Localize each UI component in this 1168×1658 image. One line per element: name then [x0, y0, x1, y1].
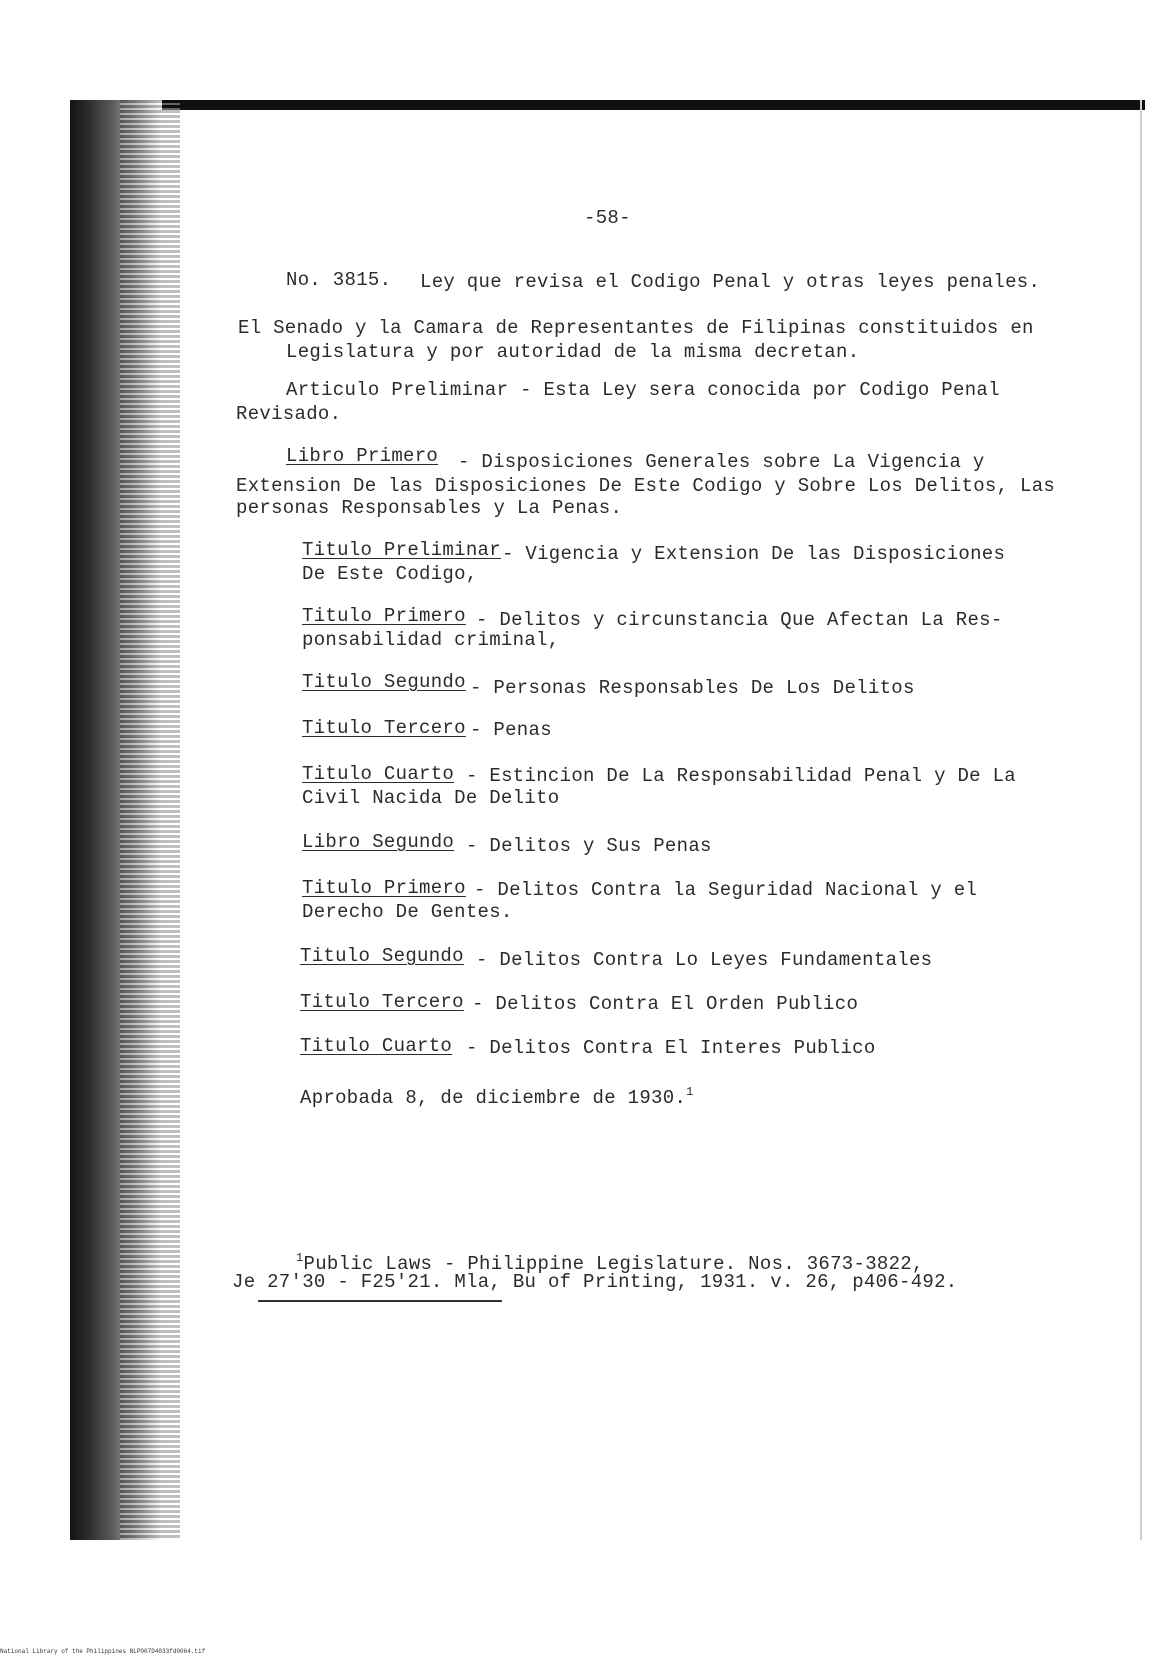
book-one-title-5-line-2: Civil Nacida De Delito [302, 787, 560, 809]
book-two-title-3-line-1: - Delitos Contra El Orden Publico [472, 993, 859, 1015]
scan-left-noise [120, 100, 180, 1540]
book-two-line-1: - Delitos y Sus Penas [466, 835, 712, 857]
footnote-line-1-text: Public Laws - Philippine Legislature. Nos. 3673-3822, [303, 1253, 924, 1275]
approval-line [300, 1080, 694, 1110]
scan-footer: National Library of the Philippines NLP007D4033fd0064.tif [0, 1648, 206, 1655]
book-one-title-3-line-1: - Personas Responsables De Los Delitos [470, 677, 915, 699]
book-one-title-1-line-2: De Este Codigo, [302, 563, 478, 585]
book-one-title-5-heading: Titulo Cuarto [302, 763, 455, 785]
page-number: -58- [584, 207, 631, 229]
book-two-title-3-heading: Titulo Tercero [300, 991, 464, 1013]
approval-text: Aprobada 8, de diciembre de 1930. [300, 1087, 687, 1109]
book-one-title-5-line-1: - Estincion De La Responsabilidad Penal y De La [466, 765, 1016, 787]
footnote-line-2: Je 27'30 - F25'21. Mla, Bu of Printing, 1931. v. 26, p406-492. [232, 1271, 958, 1293]
enacting-line-1: El Senado y la Camara de Representantes de Filipinas constituidos en [238, 317, 1034, 339]
book-one-title-3-heading: Titulo Segundo [302, 671, 466, 693]
book-one-line-2: Extension De las Disposiciones De Este Codigo y Sobre Los Delitos, Las [236, 475, 1056, 497]
approval-footnote-mark: 1 [686, 1085, 694, 1099]
book-one-title-1-line-1: - Vigencia y Extension De las Disposiciones [502, 543, 1006, 565]
law-title: Ley que revisa el Codigo Penal y otras leyes penales. [420, 271, 1041, 293]
footnote-rule [258, 1300, 502, 1302]
book-two-title-1-line-1: - Delitos Contra la Seguridad Nacional y el [474, 879, 978, 901]
book-two-title-1-line-2: Derecho De Gentes. [302, 901, 513, 923]
book-one-title-2-line-1: - Delitos y circunstancia Que Afectan La Res- [476, 609, 1003, 631]
book-two-title-4-heading: Titulo Cuarto [300, 1035, 453, 1057]
scan-top-border [70, 100, 1145, 110]
book-two-title-2-heading: Titulo Segundo [300, 945, 464, 967]
book-two-title-1-heading: Titulo Primero [302, 877, 466, 899]
footnote-mark: 1 [296, 1251, 304, 1265]
book-one-title-2-line-2: ponsabilidad criminal, [302, 629, 560, 651]
book-two-title-2-line-1: - Delitos Contra Lo Leyes Fundamentales [476, 949, 933, 971]
preliminary-line-2: Revisado. [236, 403, 342, 425]
enacting-line-2: Legislatura y por autoridad de la misma decretan. [286, 341, 860, 363]
scan-right-edge [1140, 100, 1142, 1540]
preliminary-line-1: Articulo Preliminar - Esta Ley sera conocida por Codigo Penal [286, 379, 1000, 401]
book-one-title-2-heading: Titulo Primero [302, 605, 466, 627]
book-two-heading: Libro Segundo [302, 831, 455, 853]
book-one-line-3: personas Responsables y La Penas. [236, 497, 623, 519]
book-two-title-4-line-1: - Delitos Contra El Interes Publico [466, 1037, 876, 1059]
book-one-title-1-heading: Titulo Preliminar [302, 539, 501, 561]
book-one-title-4-line-1: - Penas [470, 719, 552, 741]
book-one-heading: Libro Primero [286, 445, 439, 467]
book-one-title-4-heading: Titulo Tercero [302, 717, 466, 739]
law-number: No. 3815. [286, 269, 392, 291]
book-one-line-1: - Disposiciones Generales sobre La Vigencia y [458, 451, 985, 473]
